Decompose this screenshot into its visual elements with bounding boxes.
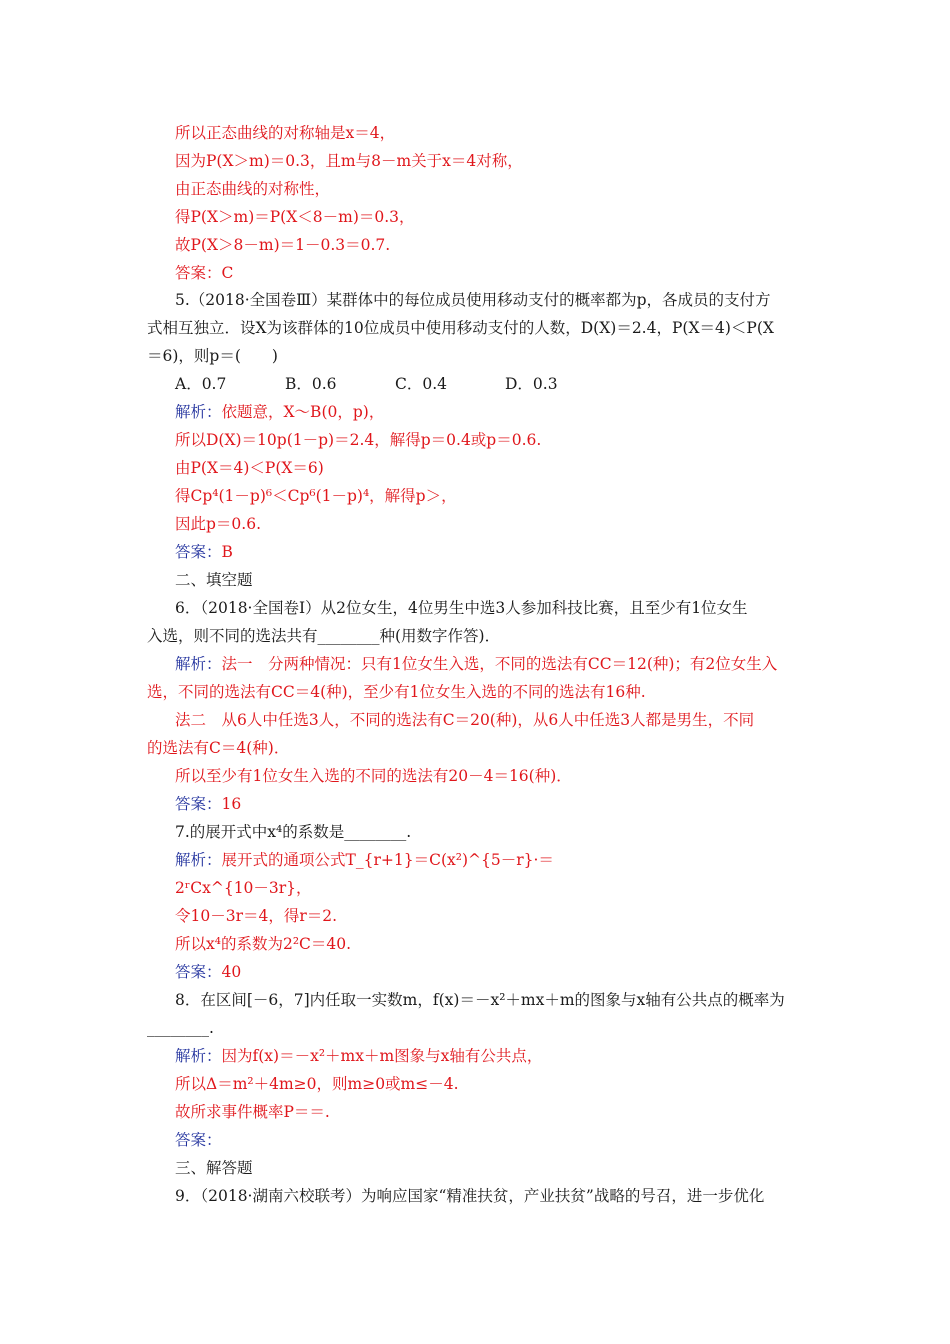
text-line: 得P(X＞m)＝P(X＜8－m)＝0.3，: [175, 208, 415, 226]
answer-value: 40: [221, 963, 242, 981]
text-line: 得Cp⁴(1－p)⁶＜Cp⁶(1－p)⁴，解得p＞，: [175, 487, 457, 505]
question-6-line: 入选，则不同的选法共有________种(用数字作答)．: [147, 627, 501, 645]
text-line: 故所求事件概率P＝＝.: [175, 1103, 330, 1121]
text-line: 所以Δ＝m²＋4m≥0，则m≥0或m≤－4.: [175, 1075, 459, 1093]
text-line: 故P(X＞8－m)＝1－0.3＝0.7.: [175, 236, 391, 254]
question-5-line: 式相互独立．设X为该群体的10位成员中使用移动支付的人数，D(X)＝2.4，P(X＝4)＜P(X: [147, 319, 774, 337]
choice-b: B．0.6: [285, 375, 337, 393]
text-line: 所以x⁴的系数为2²C＝40.: [175, 935, 352, 953]
solution-text: 法一 分两种情况：只有1位女生入选，不同的选法有CC＝12(种)；有2位女生入: [221, 655, 778, 673]
text-line: 所以正态曲线的对称轴是x＝4，: [175, 124, 396, 142]
question-7-line: 7.的展开式中x⁴的系数是________.: [175, 823, 412, 841]
answer-line: [175, 962, 813, 984]
solution-label: 解析：: [175, 1047, 222, 1065]
solution-line: [175, 654, 813, 676]
text-line: 令10－3r＝4，得r＝2.: [175, 907, 338, 925]
choices-row: [175, 374, 813, 396]
answer-value: 16: [221, 795, 242, 813]
answer-label: 答案：: [175, 963, 222, 981]
text-line: 所以至少有1位女生入选的不同的选法有20－4＝16(种)．: [175, 767, 572, 785]
text-line: 因为P(X＞m)＝0.3，且m与8－m关于x＝4对称，: [175, 152, 523, 170]
text-line: 由正态曲线的对称性，: [175, 180, 331, 198]
text-line: 选，不同的选法有CC＝4(种)，至少有1位女生入选的不同的选法有16种.: [147, 683, 646, 701]
solution-text: 因为f(x)＝－x²＋mx＋m图象与x轴有公共点，: [221, 1047, 543, 1065]
question-5-line: ＝6)，则p＝( ): [147, 347, 278, 365]
answer-label: 答案：: [175, 1131, 222, 1149]
solution-label: 解析：: [175, 655, 222, 673]
text-line: 所以D(X)＝10p(1－p)＝2.4，解得p＝0.4或p＝0.6.: [175, 431, 542, 449]
text-line: 因此p＝0.6.: [175, 515, 261, 533]
question-8-line: ________.: [147, 1019, 214, 1037]
question-9-line: 9．（2018·湖南六校联考）为响应国家“精准扶贫，产业扶贫”战略的号召，进一步优化: [175, 1187, 765, 1205]
section-heading: 二、填空题: [175, 571, 253, 589]
question-5-line: 5.（2018·全国卷Ⅲ）某群体中的每位成员使用移动支付的概率都为p，各成员的支付方: [175, 291, 771, 309]
choice-d: D．0.3: [505, 375, 558, 393]
solution-text: 展开式的通项公式T_{r+1}＝C(x²)^{5－r}·＝: [221, 851, 554, 869]
text-line: 2ʳCx^{10－3r}，: [175, 879, 312, 897]
choice-c: C．0.4: [395, 375, 448, 393]
text-line: 由P(X＝4)＜P(X＝6): [175, 459, 324, 477]
answer-label: 答案：: [175, 795, 222, 813]
answer-label: 答案：: [175, 543, 222, 561]
text-line: 的选法有C＝4(种)．: [147, 739, 290, 757]
answer-value: B: [221, 543, 233, 561]
answer-line: [175, 542, 813, 564]
answer-line: [175, 794, 813, 816]
solution-label: 解析：: [175, 403, 222, 421]
answer-line: 答案：C: [175, 264, 234, 282]
text-line: 法二 从6人中任选3人，不同的选法有C＝20(种)，从6人中任选3人都是男生，不同: [175, 711, 755, 729]
section-heading: 三、解答题: [175, 1159, 253, 1177]
solution-line: [175, 402, 813, 424]
solution-line: [175, 1046, 813, 1068]
question-8-line: 8．在区间[－6，7]内任取一实数m，f(x)＝－x²＋mx＋m的图象与x轴有公共点的概率为: [175, 991, 785, 1009]
solution-line: [175, 850, 813, 872]
solution-label: 解析：: [175, 851, 222, 869]
solution-text: 依题意，X～B(0，p)，: [221, 403, 385, 421]
choice-a: A．0.7: [175, 375, 227, 393]
question-6-line: 6．（2018·全国卷Ⅰ）从2位女生，4位男生中选3人参加科技比赛，且至少有1位女生: [175, 599, 748, 617]
